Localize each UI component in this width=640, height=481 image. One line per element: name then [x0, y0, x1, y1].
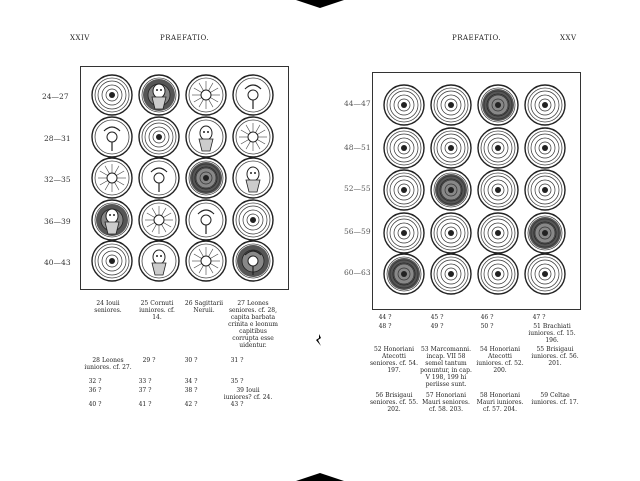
caption-38: 38 ?	[184, 387, 198, 394]
caption-58: 58 Honoriani Mauri iuniores. cf. 57. 204.	[476, 392, 524, 413]
caption-28: 28 Leones iuniores. cf. 27.	[84, 357, 132, 371]
caption-30: 30 ?	[184, 357, 198, 364]
caption-29: 29 ?	[142, 357, 156, 364]
shield-34	[186, 158, 226, 198]
shield-62	[478, 254, 518, 294]
shield-45	[431, 85, 471, 125]
spine-mark	[315, 334, 323, 346]
caption-39: 39 Iouii iuniores? cf. 24.	[223, 387, 273, 401]
caption-34: 34 ?	[184, 378, 198, 385]
caption-31: 31 ?	[230, 357, 244, 364]
shield-44	[384, 85, 424, 125]
top-fold-mark	[296, 0, 344, 10]
shield-33	[139, 158, 179, 198]
shield-26	[186, 75, 226, 115]
caption-49: 49 ?	[430, 323, 444, 330]
caption-59: 59 Celtae iuniores. cf. 17.	[531, 392, 579, 406]
caption-27: 27 Leones seniores. cf. 28, capita barbata crinita e leonum capitibus corrupta esse uidentur.	[228, 300, 278, 349]
caption-33: 33 ?	[138, 378, 152, 385]
shield-58	[478, 213, 518, 253]
caption-53: 53 Marcomanni. incap. VII 58 semel tantum ponuntur, in cap. V 198, 199 hi periisse sunt.	[420, 346, 472, 388]
caption-52: 52 Honoriani Atecotti seniores. cf. 54. 197.	[369, 346, 419, 374]
shield-41	[139, 241, 179, 281]
caption-35: 35 ?	[230, 378, 244, 385]
shield-39	[233, 200, 273, 240]
shield-36	[92, 200, 132, 240]
shield-54	[478, 170, 518, 210]
shield-49	[431, 128, 471, 168]
caption-24: 24 Iouii seniores.	[94, 300, 122, 314]
left-row-label-3: 32—35	[44, 175, 71, 184]
caption-46: 46 ?	[480, 314, 494, 321]
shield-63	[525, 254, 565, 294]
caption-47: 47 ?	[532, 314, 546, 321]
shield-61	[431, 254, 471, 294]
right-row-label-1: 44—47	[344, 99, 371, 108]
caption-40: 40 ?	[88, 401, 102, 408]
shield-50	[478, 128, 518, 168]
shield-42	[186, 241, 226, 281]
caption-48: 48 ?	[378, 323, 392, 330]
caption-50: 50 ?	[480, 323, 494, 330]
left-row-label-4: 36—39	[44, 217, 71, 226]
caption-45: 45 ?	[430, 314, 444, 321]
caption-42: 42 ?	[184, 401, 198, 408]
shield-31	[233, 117, 273, 157]
caption-44: 44 ?	[378, 314, 392, 321]
left-row-label-1: 24—27	[42, 92, 69, 101]
shield-57	[431, 213, 471, 253]
shield-52	[384, 170, 424, 210]
caption-36: 36 ?	[88, 387, 102, 394]
shield-35	[233, 158, 273, 198]
left-page-number: XXIV	[70, 34, 90, 42]
shield-47	[525, 85, 565, 125]
shield-28	[92, 117, 132, 157]
shield-56	[384, 213, 424, 253]
caption-55: 55 Brisigaui iuniores. cf. 56. 201.	[531, 346, 579, 367]
caption-26: 26 Sagittarii Neruii.	[184, 300, 224, 314]
shield-43	[233, 241, 273, 281]
shield-51	[525, 128, 565, 168]
shield-38	[186, 200, 226, 240]
left-row-label-5: 40—43	[44, 258, 71, 267]
caption-41: 41 ?	[138, 401, 152, 408]
shield-24	[92, 75, 132, 115]
caption-25: 25 Cornuti iuniores. cf. 14.	[139, 300, 175, 321]
right-row-label-2: 48—51	[344, 143, 371, 152]
left-shield-grid	[81, 67, 288, 289]
shield-59	[525, 213, 565, 253]
shield-27	[233, 75, 273, 115]
right-page-number: XXV	[560, 34, 577, 42]
shield-53	[431, 170, 471, 210]
shield-48	[384, 128, 424, 168]
right-shield-plate	[372, 72, 581, 310]
bottom-fold-mark	[296, 471, 344, 481]
shield-29	[139, 117, 179, 157]
left-shield-plate	[80, 66, 289, 290]
right-running-head: PRAEFATIO.	[452, 34, 502, 42]
right-row-label-3: 52—55	[344, 184, 371, 193]
shield-30	[186, 117, 226, 157]
shield-46	[478, 85, 518, 125]
shield-25	[139, 75, 179, 115]
right-row-label-5: 60—63	[344, 268, 371, 277]
shield-32	[92, 158, 132, 198]
shield-40	[92, 241, 132, 281]
shield-60	[384, 254, 424, 294]
caption-54: 54 Honoriani Atecotti iuniores. cf. 52. 200.	[476, 346, 524, 374]
caption-37: 37 ?	[138, 387, 152, 394]
left-running-head: PRAEFATIO.	[160, 34, 210, 42]
right-row-label-4: 56—59	[344, 227, 371, 236]
caption-51: 51 Brachiati iuniores. cf. 15. 196.	[528, 323, 576, 344]
shield-37	[139, 200, 179, 240]
caption-57: 57 Honoriani Mauri seniores. cf. 58. 203.	[422, 392, 470, 413]
caption-32: 32 ?	[88, 378, 102, 385]
left-row-label-2: 28—31	[44, 134, 71, 143]
caption-56: 56 Brisigaui seniores. cf. 55. 202.	[369, 392, 419, 413]
caption-43: 43 ?	[230, 401, 244, 408]
shield-55	[525, 170, 565, 210]
right-shield-grid	[373, 73, 580, 309]
